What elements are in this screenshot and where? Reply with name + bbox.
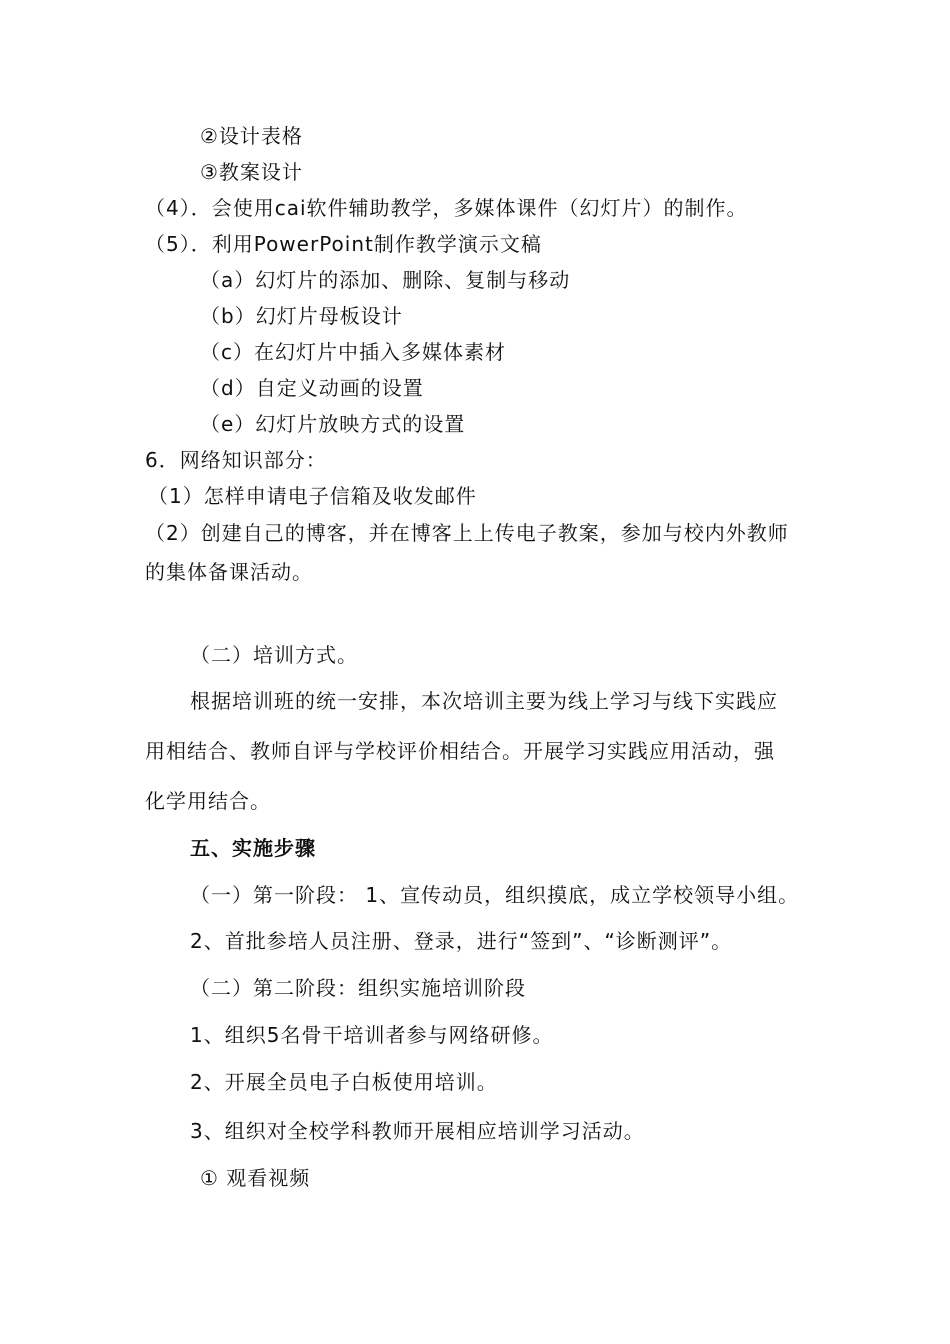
list-item: （1）怎样申请电子信箱及收发邮件	[148, 484, 477, 508]
list-item: ① 观看视频	[200, 1166, 311, 1190]
paragraph-line: 3、组织对全校学科教师开展相应培训学习活动。	[190, 1119, 645, 1143]
paragraph-line: 1、组织5名骨干培训者参与网络研修。	[190, 1023, 554, 1047]
list-item: （4）．会使用cai软件辅助教学，多媒体课件（幻灯片）的制作。	[145, 196, 748, 220]
paragraph-line: （2）创建自己的博客，并在博客上上传电子教案，参加与校内外教师	[145, 521, 789, 545]
section-heading: （二）第二阶段：组织实施培训阶段	[190, 976, 526, 1000]
paragraph-line: 2、首批参培人员注册、登录，进行“签到”、“诊断测评”。	[190, 929, 733, 953]
list-item: （c）在幻灯片中插入多媒体素材	[200, 340, 506, 364]
paragraph-line: 的集体备课活动。	[145, 560, 313, 584]
paragraph-line: 化学用结合。	[145, 789, 271, 813]
paragraph-line: 根据培训班的统一安排，本次培训主要为线上学习与线下实践应	[190, 689, 778, 713]
section-heading: 6．网络知识部分：	[145, 448, 327, 472]
list-item: （d）自定义动画的设置	[200, 376, 424, 400]
list-item: ②设计表格	[200, 124, 303, 148]
list-item: （e）幻灯片放映方式的设置	[200, 412, 466, 436]
list-item: （b）幻灯片母板设计	[200, 304, 403, 328]
list-item: ③教案设计	[200, 160, 303, 184]
list-item: （a）幻灯片的添加、删除、复制与移动	[200, 268, 571, 292]
paragraph-line: （一）第一阶段： 1、宣传动员，组织摸底，成立学校领导小组。	[190, 883, 800, 907]
paragraph-line: 用相结合、教师自评与学校评价相结合。开展学习实践应用活动，强	[145, 739, 775, 763]
section-heading: 五、实施步骤	[190, 836, 316, 860]
list-item: （5）．利用PowerPoint制作教学演示文稿	[145, 232, 542, 256]
section-heading: （二）培训方式。	[190, 643, 358, 667]
paragraph-line: 2、开展全员电子白板使用培训。	[190, 1070, 498, 1094]
